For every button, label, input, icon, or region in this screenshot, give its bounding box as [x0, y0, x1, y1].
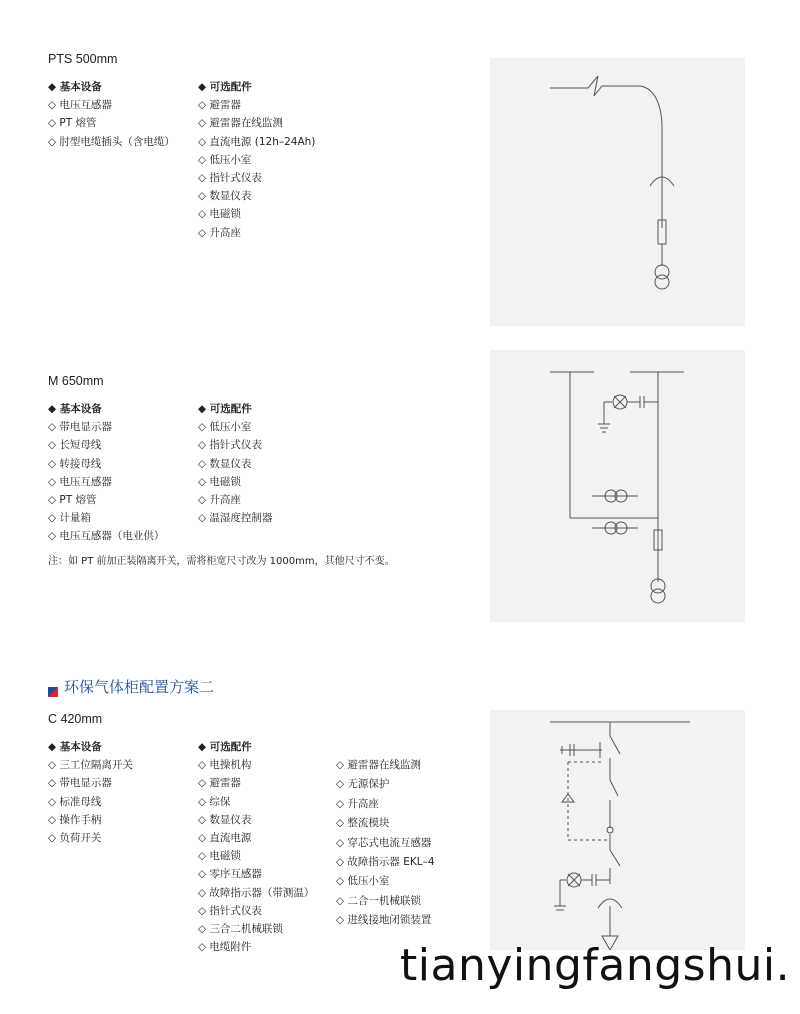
list-item: ◇ 故障指示器（带测温）	[198, 886, 315, 899]
list-item: ◆ 可选配件	[198, 741, 252, 753]
section-title-text: 环保气体柜配置方案二	[64, 678, 215, 696]
m-optional-list	[198, 400, 272, 527]
list-item: ◇ 避雷器在线监测	[198, 117, 283, 130]
list-item: ◇ 指针式仪表	[198, 439, 262, 452]
list-item: ◇ 电磁锁	[198, 850, 241, 863]
list-item: ◇ 数显仪表	[198, 457, 252, 470]
list-item: ◇ 整流模块	[336, 817, 390, 830]
list-item: ◇ 升高座	[198, 494, 241, 507]
list-item: ◇ 电压互感器	[48, 99, 112, 112]
list-item: ◇ PT 熔管	[48, 117, 97, 130]
c-diagram-panel	[490, 710, 745, 950]
list-item: ◇ 直流电源	[198, 832, 252, 845]
list-item: ◇ 带电显示器	[48, 421, 112, 434]
list-item: ◇ 指针式仪表	[198, 172, 262, 185]
list-item: ◇ 避雷器在线监测	[336, 759, 421, 771]
list-item: ◇ 低压小室	[198, 153, 252, 166]
list-item: ◇ 数显仪表	[198, 813, 252, 826]
list-item: ◇ 数显仪表	[198, 190, 252, 203]
list-item: ◆ 基本设备	[48, 81, 102, 93]
list-item: ◇ 低压小室	[198, 421, 252, 434]
pts-optional-list	[198, 78, 315, 242]
c-single-line-diagram	[490, 710, 745, 950]
list-item: ◇ 电磁锁	[198, 475, 241, 488]
list-item: ◇ 转接母线	[48, 457, 102, 470]
c-optional-list-2	[336, 756, 435, 931]
list-item: ◇ 升高座	[198, 226, 241, 239]
list-item: ◇ 长短母线	[48, 439, 102, 452]
list-item: ◇ PT 熔管	[48, 494, 97, 507]
list-item: ◇ 肘型电缆插头（含电缆）	[48, 135, 175, 148]
m-note: 注：如 PT 前加正装隔离开关，需将柜宽尺寸改为 1000mm，其他尺寸不变。	[48, 556, 395, 567]
m-diagram-panel	[490, 350, 745, 622]
list-item: ◇ 三合二机械联锁	[198, 923, 283, 936]
list-item: ◇ 电磁锁	[198, 208, 241, 221]
list-item: ◇ 穿芯式电流互感器	[336, 836, 432, 849]
list-item: ◆ 基本设备	[48, 741, 102, 753]
list-item: ◇ 无源保护	[336, 778, 390, 791]
pts-diagram-panel	[490, 58, 745, 326]
list-item: ◇ 二合一机械联锁	[336, 894, 421, 907]
list-item: ◇ 零序互感器	[198, 868, 262, 881]
list-item: ◇ 标准母线	[48, 795, 102, 808]
section-title	[48, 676, 214, 697]
watermark-text: tianyingfangshui.	[400, 940, 791, 991]
list-item: ◇ 低压小室	[336, 875, 390, 888]
c-basic-list	[48, 738, 133, 847]
list-item: ◆ 可选配件	[198, 403, 252, 415]
list-item: ◇ 计量箱	[48, 512, 91, 525]
pts-single-line-diagram	[490, 58, 745, 326]
pts-basic-list	[48, 78, 175, 151]
list-item: ◇ 电操机构	[198, 759, 252, 772]
list-item: ◇ 直流电源 (12h–24Ah)	[198, 135, 316, 148]
m-single-line-diagram	[490, 350, 745, 622]
cable-curve	[640, 86, 662, 176]
m-basic-list	[48, 400, 164, 546]
list-item: ◇ 带电显示器	[48, 777, 112, 790]
list-item: ◇ 避雷器	[198, 99, 241, 112]
list-item: ◆ 可选配件	[198, 81, 252, 93]
busbar-line	[550, 76, 640, 96]
list-item: ◇ 操作手柄	[48, 813, 102, 826]
list-item: ◇ 负荷开关	[48, 832, 102, 845]
heading-m: M 650mm	[48, 374, 104, 388]
list-item: ◇ 三工位隔离开关	[48, 759, 133, 772]
list-item: ◇ 升高座	[336, 797, 379, 810]
heading-pts: PTS 500mm	[48, 52, 118, 66]
heading-c: C 420mm	[48, 712, 103, 726]
list-item: ◇ 电压互感器	[48, 475, 112, 488]
list-item: ◇ 指针式仪表	[198, 904, 262, 917]
list-item: ◇ 进线接地闭锁装置	[336, 914, 432, 927]
list-item: ◇ 避雷器	[198, 777, 241, 790]
list-item: ◇ 综保	[198, 795, 231, 808]
list-item: ◇ 故障指示器 EKL–4	[336, 856, 435, 869]
list-item: ◆ 基本设备	[48, 403, 102, 415]
list-item: ◇ 电压互感器（电业供）	[48, 530, 165, 543]
list-item: ◇ 温湿度控制器	[198, 512, 273, 525]
title-square-icon	[48, 682, 58, 692]
list-item: ◇ 电缆附件	[198, 941, 252, 954]
c-optional-list	[198, 738, 314, 956]
